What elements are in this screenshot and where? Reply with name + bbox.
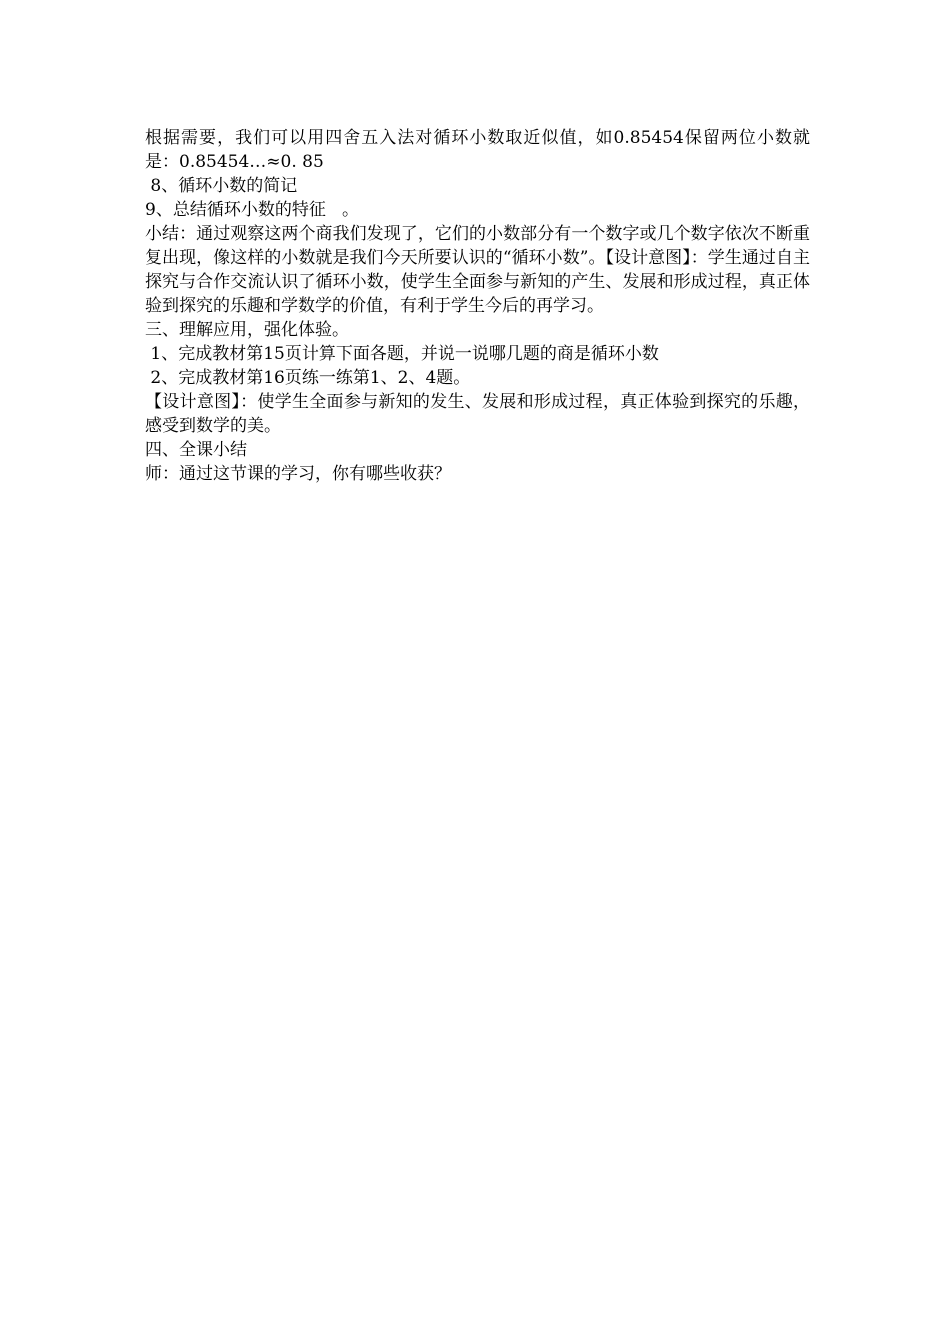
heading-features: 9、总结循环小数的特征 。 [145,200,360,220]
paragraph-approximation: 根据需要，我们可以用四舍五入法对循环小数取近似值，如0.85454保留两位小数就是：0.85454…≈0. 85 [145,128,810,172]
list-item-exercise-1: 1、完成教材第15页计算下面各题，并说一说哪几题的商是循环小数 [145,344,659,364]
paragraph-design-intent: 【设计意图】：使学生全面参与新知的发生、发展和形成过程，真正体验到探究的乐趣，感受到数学的美。 [145,392,810,436]
document-body [145,126,810,486]
section-heading-application: 三、理解应用，强化体验。 [145,320,349,340]
list-item-exercise-2: 2、完成教材第16页练一练第1、2、4题。 [145,368,471,388]
heading-notation: 8、循环小数的简记 [145,176,298,196]
teacher-question: 师：通过这节课的学习，你有哪些收获？ [145,464,451,484]
paragraph-summary: 小结：通过观察这两个商我们发现了，它们的小数部分有一个数字或几个数字依次不断重复出现，像这样的小数就是我们今天所要认识的“循环小数”。【设计意图】：学生通过自主探究与合作交流认识了循环小数，使学生全面参与新知的产生、发展和形成过程，真正体验到探究的乐趣和学数学的价值，有利于学生今后的再学习。 [145,224,810,316]
section-heading-summary: 四、全课小结 [145,440,247,460]
